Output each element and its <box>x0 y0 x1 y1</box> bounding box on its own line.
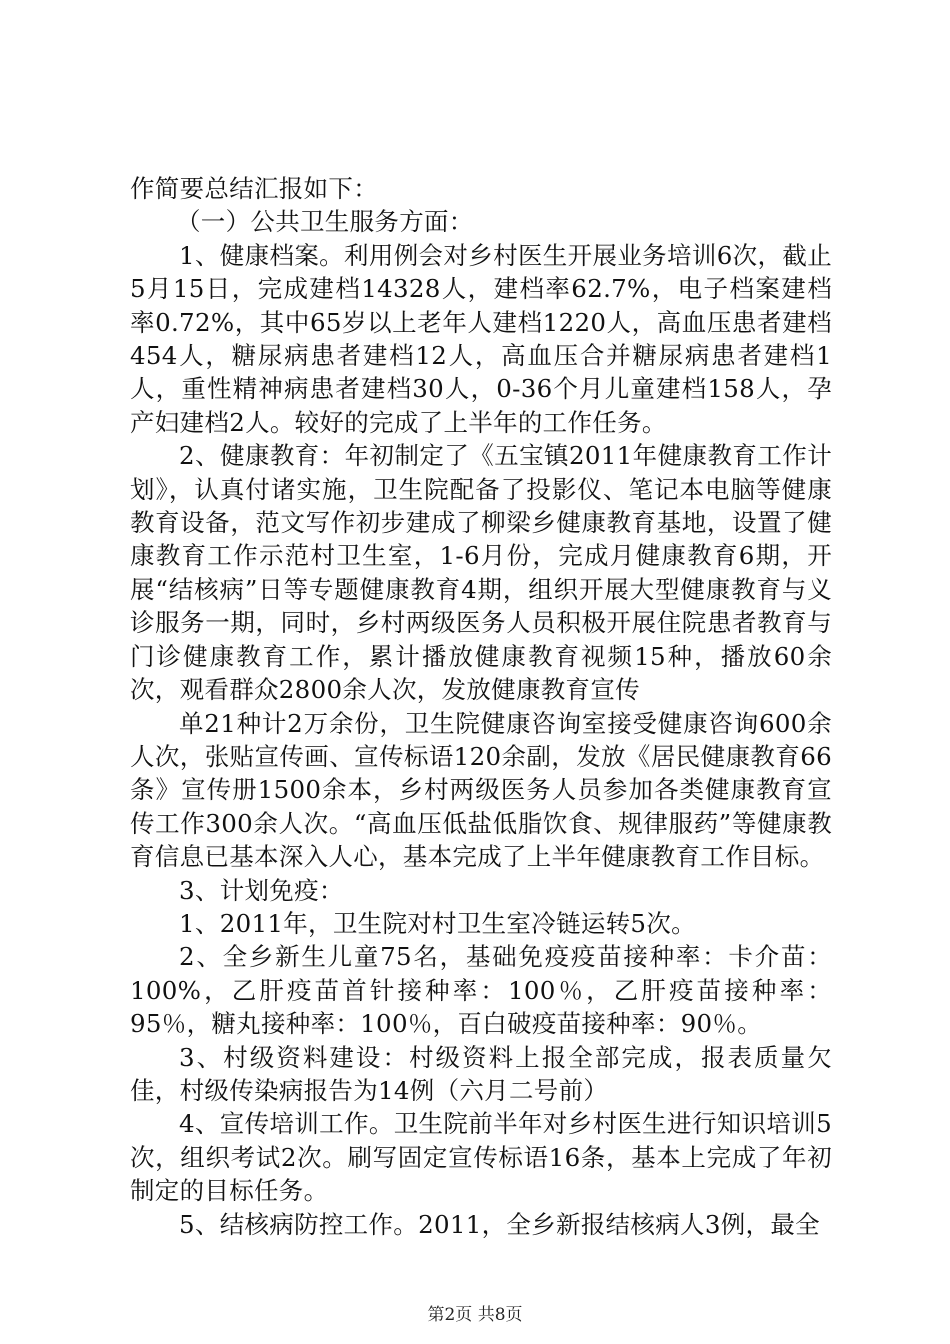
paragraph-health-records: 1、健康档案。利用例会对乡村医生开展业务培训6次，截止5月15日，完成建档14328人，建档率62.7%，电子档案建档率0.72%，其中65岁以上老年人建档1220人，高血压患者建档454人，糖尿病患者建档12人，高血压合并糖尿病患者建档1人，重性精神病患者建档30人，0-36个月儿童建档158人，孕产妇建档2人。较好的完成了上半年的工作任务。 <box>130 240 832 437</box>
paragraph-village-records: 3、村级资料建设：村级资料上报全部完成，报表质量欠佳，村级传染病报告为14例（六月二号前） <box>130 1042 832 1105</box>
page-footer <box>0 1304 950 1326</box>
paragraph-tuberculosis: 5、结核病防控工作。2011，全乡新报结核病人3例，最全 <box>179 1209 820 1239</box>
paragraph-immunization-heading: 3、计划免疫： <box>179 875 344 905</box>
page-number-label: 第2页 共8页 <box>427 1305 523 1325</box>
section-heading-public-health: （一）公共卫生服务方面： <box>176 207 474 237</box>
paragraph-training: 4、宣传培训工作。卫生院前半年对乡村医生进行知识培训5次，组织考试2次。刷写固定宣传标语16条，基本上完成了年初制定的目标任务。 <box>130 1109 832 1206</box>
paragraph-intro: 作简要总结汇报如下： <box>130 174 378 203</box>
paragraph-cold-chain: 1、2011年，卫生院对村卫生室冷链运转5次。 <box>179 908 696 938</box>
paragraph-health-education: 2、健康教育：年初制定了《五宝镇2011年健康教育工作计划》，认真付诸实施，卫生院配备了投影仪、笔记本电脑等健康教育设备，范文写作初步建成了柳梁乡健康教育基地，设置了健康教育工作示范村卫生室，1-6月份，完成月健康教育6期，开展“结核病”日等专题健康教育4期，组织开展大型健康教育与义诊服务一期，同时，乡村两级医务人员积极开展住院患者教育与门诊健康教育工作，累计播放健康教育视频15种，播放60余次，观看群众2800余人次，发放健康教育宣传 <box>130 441 832 705</box>
paragraph-health-education-continued: 单21种计2万余份，卫生院健康咨询室接受健康咨询600余人次，张贴宣传画、宣传标语120余副，发放《居民健康教育66条》宣传册1500余本，乡村两级医务人员参加各类健康教育宣传工作300余人次。“高血压低盐低脂饮食、规律服药”等健康教育信息已基本深入人心，基本完成了上半年健康教育工作目标。 <box>130 708 832 872</box>
paragraph-vaccination-rates: 2、全乡新生儿童75名，基础免疫疫苗接种率：卡介苗：100%，乙肝疫苗首针接种率：100％，乙肝疫苗接种率：95％，糖丸接种率：100％，百白破疫苗接种率：90％。 <box>130 942 832 1039</box>
document-body <box>130 172 832 1241</box>
